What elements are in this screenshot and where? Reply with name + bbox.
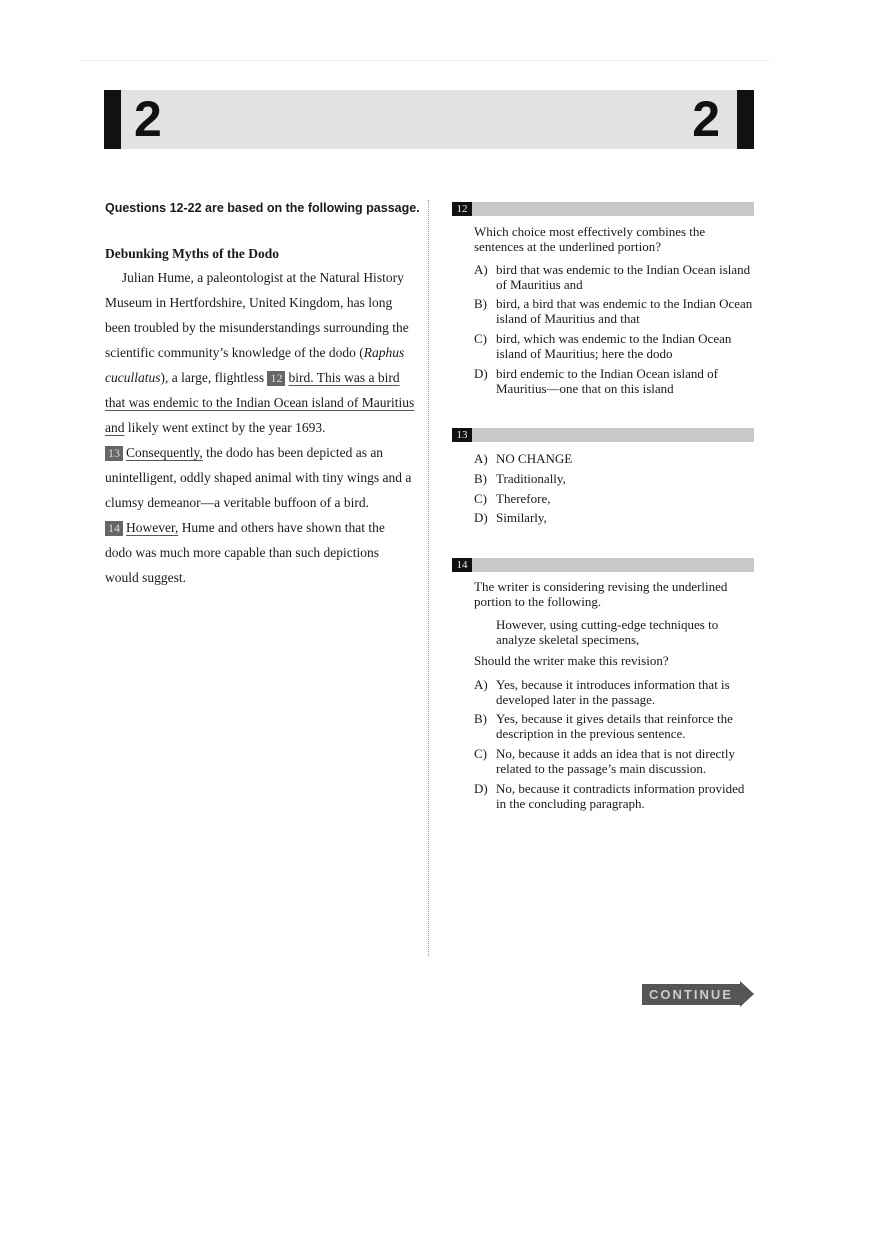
passage-line bbox=[105, 345, 404, 361]
passage-text: Julian Hume, a paleontologist at the Natural History bbox=[105, 270, 404, 285]
underlined-portion[interactable]: that was endemic to the Indian Ocean island of Mauritius bbox=[105, 395, 415, 410]
header-bar-right bbox=[737, 90, 754, 149]
option-letter: A) bbox=[474, 677, 488, 692]
option-text: bird, which was endemic to the Indian Ocean island of Mauritius; here the dodo bbox=[496, 331, 732, 361]
option-text: bird that was endemic to the Indian Ocean island of Mauritius and bbox=[496, 262, 751, 292]
question-prompt: Which choice most effectively combines the sentences at the underlined portion? bbox=[474, 224, 706, 254]
underlined-portion[interactable]: Consequently, bbox=[126, 445, 203, 460]
question-marker: 14 bbox=[105, 521, 123, 536]
option-letter: C) bbox=[474, 491, 487, 506]
passage-line bbox=[105, 395, 414, 411]
option-letter: D) bbox=[474, 510, 488, 525]
passage-text: would suggest. bbox=[105, 570, 186, 585]
option-text: Yes, because it introduces information that is developed later in the passage. bbox=[496, 677, 730, 707]
passage-text: unintelligent, oddly shaped animal with tiny wings and a bbox=[105, 470, 412, 485]
passage-text: Museum in Hertfordshire, United Kingdom, has long bbox=[105, 295, 393, 310]
answer-option[interactable] bbox=[474, 331, 754, 361]
question-prompt: The writer is considering revising the underlined portion to the following. bbox=[474, 579, 728, 609]
answer-option[interactable] bbox=[474, 781, 754, 811]
option-text: No, because it adds an idea that is not directly related to the passage’s main discussion. bbox=[496, 746, 735, 776]
passage-line bbox=[105, 270, 404, 286]
option-letter: D) bbox=[474, 366, 488, 381]
passage-line bbox=[105, 545, 379, 561]
answer-option[interactable] bbox=[474, 366, 754, 396]
passage-text: Hume and others have shown that the bbox=[178, 520, 385, 535]
answer-option[interactable] bbox=[474, 262, 754, 292]
section-header bbox=[104, 90, 754, 149]
question-marker: 13 bbox=[105, 446, 123, 461]
option-letter: B) bbox=[474, 296, 487, 311]
passage-line bbox=[105, 445, 383, 461]
passage-intro: Questions 12-22 are based on the following passage. bbox=[105, 201, 420, 215]
option-text: bird, a bird that was endemic to the Indian Ocean island of Mauritius and that bbox=[496, 296, 753, 326]
passage-text: ), a large, flightless bbox=[160, 370, 268, 385]
passage-line bbox=[105, 420, 325, 436]
answer-option[interactable] bbox=[474, 451, 754, 466]
underlined-portion[interactable]: bird. This was a bird bbox=[288, 370, 400, 385]
continue-button[interactable]: CONTINUE bbox=[642, 984, 740, 1005]
option-letter: A) bbox=[474, 262, 488, 277]
option-text: NO CHANGE bbox=[496, 451, 573, 466]
passage-line bbox=[105, 495, 369, 511]
answer-option[interactable] bbox=[474, 746, 754, 776]
revision-quote: However, using cutting-edge techniques to analyze skeletal specimens, bbox=[496, 617, 719, 647]
question-bar-12 bbox=[452, 202, 754, 216]
passage-text: scientific community’s knowledge of the dodo ( bbox=[105, 345, 364, 360]
option-letter: B) bbox=[474, 471, 487, 486]
passage-line bbox=[105, 320, 409, 336]
question-bar-14 bbox=[452, 558, 754, 572]
passage-line bbox=[105, 570, 186, 586]
passage-text: dodo was much more capable than such depictions bbox=[105, 545, 380, 560]
answer-option[interactable] bbox=[474, 711, 754, 741]
passage-text: Raphus bbox=[363, 345, 405, 360]
option-text: bird endemic to the Indian Ocean island of Mauritius—one that on this island bbox=[496, 366, 719, 396]
question-marker: 12 bbox=[267, 371, 285, 386]
option-text: Traditionally, bbox=[496, 471, 566, 486]
option-letter: C) bbox=[474, 331, 487, 346]
option-letter: B) bbox=[474, 711, 487, 726]
option-text: Therefore, bbox=[496, 491, 551, 506]
section-number-left: 2 bbox=[134, 91, 162, 147]
underlined-portion[interactable]: and bbox=[105, 420, 125, 435]
answer-option[interactable] bbox=[474, 677, 754, 707]
option-text: Yes, because it gives details that reinforce the description in the previous sentence. bbox=[496, 711, 733, 741]
question-number: 12 bbox=[452, 202, 472, 216]
section-number-right: 2 bbox=[692, 91, 720, 147]
answer-option[interactable] bbox=[474, 510, 754, 525]
header-bar-left bbox=[104, 90, 121, 149]
passage-text: cucullatus bbox=[105, 370, 161, 385]
column-divider bbox=[428, 200, 429, 956]
option-text: Similarly, bbox=[496, 510, 547, 525]
question-number: 14 bbox=[452, 558, 472, 572]
answer-option[interactable] bbox=[474, 296, 754, 326]
answer-option[interactable] bbox=[474, 491, 754, 506]
option-letter: A) bbox=[474, 451, 488, 466]
answer-option[interactable] bbox=[474, 471, 754, 486]
passage-line bbox=[105, 295, 392, 311]
question-bar-13 bbox=[452, 428, 754, 442]
option-letter: D) bbox=[474, 781, 488, 796]
passage-text: clumsy demeanor—a veritable buffoon of a bird. bbox=[105, 495, 370, 510]
question-followup: Should the writer make this revision? bbox=[474, 653, 669, 668]
option-text: No, because it contradicts information provided in the concluding paragraph. bbox=[496, 781, 745, 811]
option-letter: C) bbox=[474, 746, 487, 761]
passage-line bbox=[105, 520, 385, 536]
underlined-portion[interactable]: However, bbox=[126, 520, 179, 535]
continue-arrow-icon bbox=[740, 981, 754, 1007]
passage-line bbox=[105, 370, 400, 386]
passage-text: likely went extinct by the year 1693. bbox=[124, 420, 326, 435]
passage-text: been troubled by the misunderstandings surrounding the bbox=[105, 320, 409, 335]
question-number: 13 bbox=[452, 428, 472, 442]
passage-line bbox=[105, 470, 411, 486]
top-rule bbox=[80, 60, 770, 61]
passage-title: Debunking Myths of the Dodo bbox=[105, 246, 280, 261]
passage-text: the dodo has been depicted as an bbox=[202, 445, 384, 460]
